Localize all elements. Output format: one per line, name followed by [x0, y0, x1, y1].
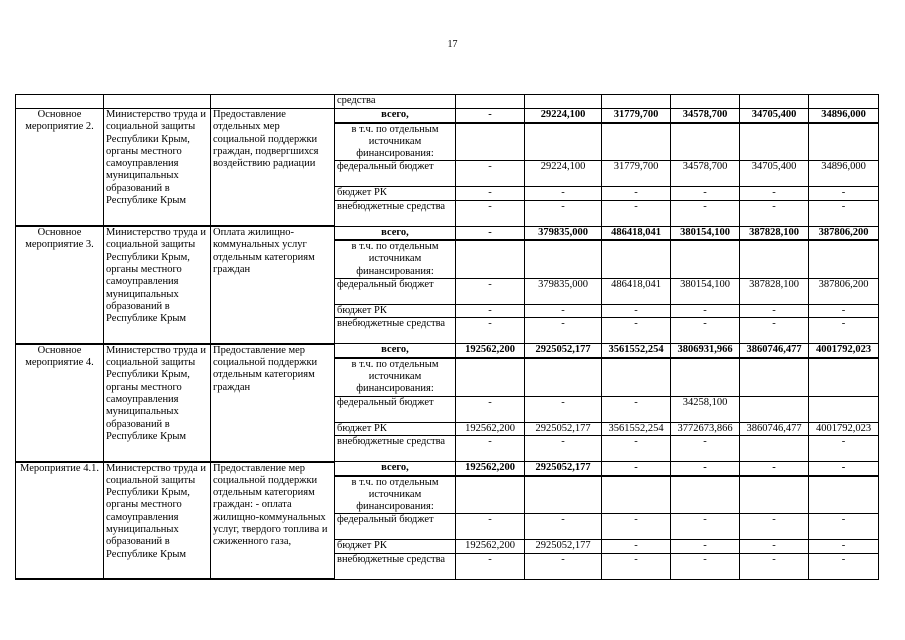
executor-cell: Министерство труда и социальной защиты Республики Крым, органы местного самоуправления муниципальных образований в Республике Крым [104, 109, 211, 227]
amount-cell: - [525, 396, 602, 422]
amount-cell [740, 123, 809, 161]
amount-cell: 380154,100 [671, 226, 740, 240]
table-cell [456, 95, 525, 109]
amount-cell: - [525, 514, 602, 540]
amount-cell: - [525, 318, 602, 344]
funding-source-label: федеральный бюджет [335, 514, 456, 540]
section-id: Основное мероприятие 4. [16, 344, 104, 462]
amount-cell: 34896,000 [809, 161, 879, 187]
amount-cell [456, 358, 525, 396]
table-cell [809, 95, 879, 109]
amount-cell [740, 240, 809, 278]
amount-cell: 486418,041 [602, 279, 671, 305]
amount-cell: 34258,100 [671, 396, 740, 422]
funding-source-label: в т.ч. по отдельным источникам финансирования: [335, 476, 456, 514]
executor-cell: Министерство труда и социальной защиты Республики Крым, органы местного самоуправления муниципальных образований в Республике Крым [104, 462, 211, 580]
amount-cell: - [671, 553, 740, 579]
funding-source-label: всего, [335, 109, 456, 123]
amount-cell [525, 476, 602, 514]
amount-cell: - [809, 200, 879, 226]
table-row [16, 344, 879, 358]
amount-cell: - [456, 109, 525, 123]
amount-cell [456, 476, 525, 514]
amount-cell: - [740, 318, 809, 344]
table-cell [104, 95, 211, 109]
amount-cell: - [525, 553, 602, 579]
amount-cell: 486418,041 [602, 226, 671, 240]
amount-cell: 2925052,177 [525, 462, 602, 476]
funding-source-label: всего, [335, 344, 456, 358]
table-cell [211, 95, 335, 109]
amount-cell [809, 476, 879, 514]
amount-cell: 4001792,023 [809, 422, 879, 435]
amount-cell: - [809, 553, 879, 579]
description-cell: Оплата жилищно-коммунальных услуг отдельным категориям граждан [211, 226, 335, 344]
amount-cell: - [525, 200, 602, 226]
amount-cell: - [740, 200, 809, 226]
amount-cell: 380154,100 [671, 279, 740, 305]
amount-cell: - [740, 553, 809, 579]
amount-cell: 192562,200 [456, 462, 525, 476]
table-row [16, 226, 879, 240]
amount-cell [602, 123, 671, 161]
amount-cell: 2925052,177 [525, 344, 602, 358]
amount-cell: - [740, 540, 809, 553]
funding-source-label: бюджет РК [335, 422, 456, 435]
amount-cell: - [809, 305, 879, 318]
amount-cell: - [809, 318, 879, 344]
financing-table [15, 94, 879, 580]
amount-cell: 2925052,177 [525, 540, 602, 553]
amount-cell [809, 123, 879, 161]
amount-cell: - [602, 318, 671, 344]
executor-cell: Министерство труда и социальной защиты Республики Крым, органы местного самоуправления муниципальных образований в Республике Крым [104, 226, 211, 344]
section-id: Мероприятие 4.1. [16, 462, 104, 580]
amount-cell: 34705,400 [740, 109, 809, 123]
amount-cell: 34578,700 [671, 161, 740, 187]
amount-cell: - [602, 553, 671, 579]
section-id: Основное мероприятие 2. [16, 109, 104, 227]
amount-cell: 387806,200 [809, 226, 879, 240]
description-cell: Предоставление мер социальной поддержки отдельным категориям граждан [211, 344, 335, 462]
amount-cell: 192562,200 [456, 540, 525, 553]
amount-cell [456, 240, 525, 278]
amount-cell: - [809, 462, 879, 476]
amount-cell: - [456, 226, 525, 240]
amount-cell [671, 476, 740, 514]
funding-source-label: внебюджетные средства [335, 200, 456, 226]
amount-cell: - [602, 396, 671, 422]
table-cell [16, 95, 104, 109]
amount-cell: - [456, 318, 525, 344]
amount-cell: 3561552,254 [602, 422, 671, 435]
amount-cell [740, 396, 809, 422]
amount-cell: - [671, 187, 740, 200]
amount-cell: 3772673,866 [671, 422, 740, 435]
funding-source-label: федеральный бюджет [335, 161, 456, 187]
amount-cell: - [671, 200, 740, 226]
amount-cell [602, 476, 671, 514]
amount-cell: - [456, 396, 525, 422]
amount-cell: - [456, 514, 525, 540]
funding-source-label: внебюджетные средства [335, 318, 456, 344]
amount-cell: 29224,100 [525, 161, 602, 187]
table-row [16, 462, 879, 476]
amount-cell: - [602, 200, 671, 226]
funding-source-label: в т.ч. по отдельным источникам финансирования: [335, 123, 456, 161]
source-label: средства [335, 95, 456, 109]
amount-cell: 34578,700 [671, 109, 740, 123]
amount-cell: - [456, 161, 525, 187]
amount-cell [740, 358, 809, 396]
amount-cell: 192562,200 [456, 344, 525, 358]
amount-cell: 4001792,023 [809, 344, 879, 358]
amount-cell: - [671, 462, 740, 476]
amount-cell: 29224,100 [525, 109, 602, 123]
amount-cell: - [456, 553, 525, 579]
amount-cell: - [456, 200, 525, 226]
amount-cell: - [525, 436, 602, 462]
amount-cell: 3860746,477 [740, 422, 809, 435]
amount-cell: 3806931,966 [671, 344, 740, 358]
table-cell [740, 95, 809, 109]
amount-cell: - [671, 318, 740, 344]
funding-source-label: бюджет РК [335, 305, 456, 318]
amount-cell: - [671, 540, 740, 553]
table-row [16, 109, 879, 123]
amount-cell [671, 358, 740, 396]
amount-cell: - [740, 462, 809, 476]
amount-cell: 3561552,254 [602, 344, 671, 358]
amount-cell: 379835,000 [525, 279, 602, 305]
page-number: 17 [447, 39, 458, 50]
funding-source-label: бюджет РК [335, 540, 456, 553]
amount-cell [456, 123, 525, 161]
amount-cell: - [809, 514, 879, 540]
amount-cell: 2925052,177 [525, 422, 602, 435]
amount-cell: 192562,200 [456, 422, 525, 435]
amount-cell: 379835,000 [525, 226, 602, 240]
amount-cell [809, 396, 879, 422]
funding-source-label: федеральный бюджет [335, 396, 456, 422]
amount-cell: - [602, 436, 671, 462]
table-cell [525, 95, 602, 109]
funding-source-label: бюджет РК [335, 187, 456, 200]
amount-cell: - [602, 305, 671, 318]
funding-source-label: федеральный бюджет [335, 279, 456, 305]
table-cell [602, 95, 671, 109]
amount-cell: 31779,700 [602, 109, 671, 123]
amount-cell [809, 358, 879, 396]
amount-cell: - [456, 436, 525, 462]
amount-cell: 31779,700 [602, 161, 671, 187]
amount-cell: 387828,100 [740, 226, 809, 240]
amount-cell: 34896,000 [809, 109, 879, 123]
funding-source-label: внебюджетные средства [335, 436, 456, 462]
amount-cell: - [602, 462, 671, 476]
amount-cell: - [602, 187, 671, 200]
amount-cell: - [740, 514, 809, 540]
amount-cell: 387828,100 [740, 279, 809, 305]
funding-source-label: в т.ч. по отдельным источникам финансирования: [335, 240, 456, 278]
amount-cell [525, 240, 602, 278]
amount-cell: - [602, 540, 671, 553]
amount-cell: - [809, 187, 879, 200]
table-row [16, 95, 879, 109]
section-id: Основное мероприятие 3. [16, 226, 104, 344]
amount-cell [525, 123, 602, 161]
amount-cell: - [740, 187, 809, 200]
amount-cell: - [525, 187, 602, 200]
amount-cell: - [671, 514, 740, 540]
table-cell [671, 95, 740, 109]
funding-source-label: всего, [335, 462, 456, 476]
funding-source-label: внебюджетные средства [335, 553, 456, 579]
description-cell: Предоставление отдельных мер социальной поддержки граждан, подвергшихся воздействию радиации [211, 109, 335, 227]
amount-cell: 387806,200 [809, 279, 879, 305]
funding-source-label: всего, [335, 226, 456, 240]
executor-cell: Министерство труда и социальной защиты Республики Крым, органы местного самоуправления муниципальных образований в Республике Крым [104, 344, 211, 462]
amount-cell [809, 240, 879, 278]
amount-cell [740, 476, 809, 514]
amount-cell [525, 358, 602, 396]
amount-cell: - [740, 305, 809, 318]
amount-cell: - [456, 305, 525, 318]
funding-source-label: в т.ч. по отдельным источникам финансирования: [335, 358, 456, 396]
amount-cell: - [671, 305, 740, 318]
amount-cell: - [809, 540, 879, 553]
amount-cell: - [456, 279, 525, 305]
amount-cell: - [602, 514, 671, 540]
description-cell: Предоставление мер социальной поддержки отдельным категориям граждан: - оплата жилищно-коммунальных услуг, твердого топлива и сжиженного газа, [211, 462, 335, 580]
amount-cell [602, 240, 671, 278]
amount-cell [740, 436, 809, 462]
amount-cell [602, 358, 671, 396]
amount-cell [671, 123, 740, 161]
amount-cell: - [525, 305, 602, 318]
amount-cell: 3860746,477 [740, 344, 809, 358]
amount-cell: - [456, 187, 525, 200]
amount-cell: 34705,400 [740, 161, 809, 187]
amount-cell [671, 240, 740, 278]
amount-cell: - [671, 436, 740, 462]
amount-cell: - [809, 436, 879, 462]
